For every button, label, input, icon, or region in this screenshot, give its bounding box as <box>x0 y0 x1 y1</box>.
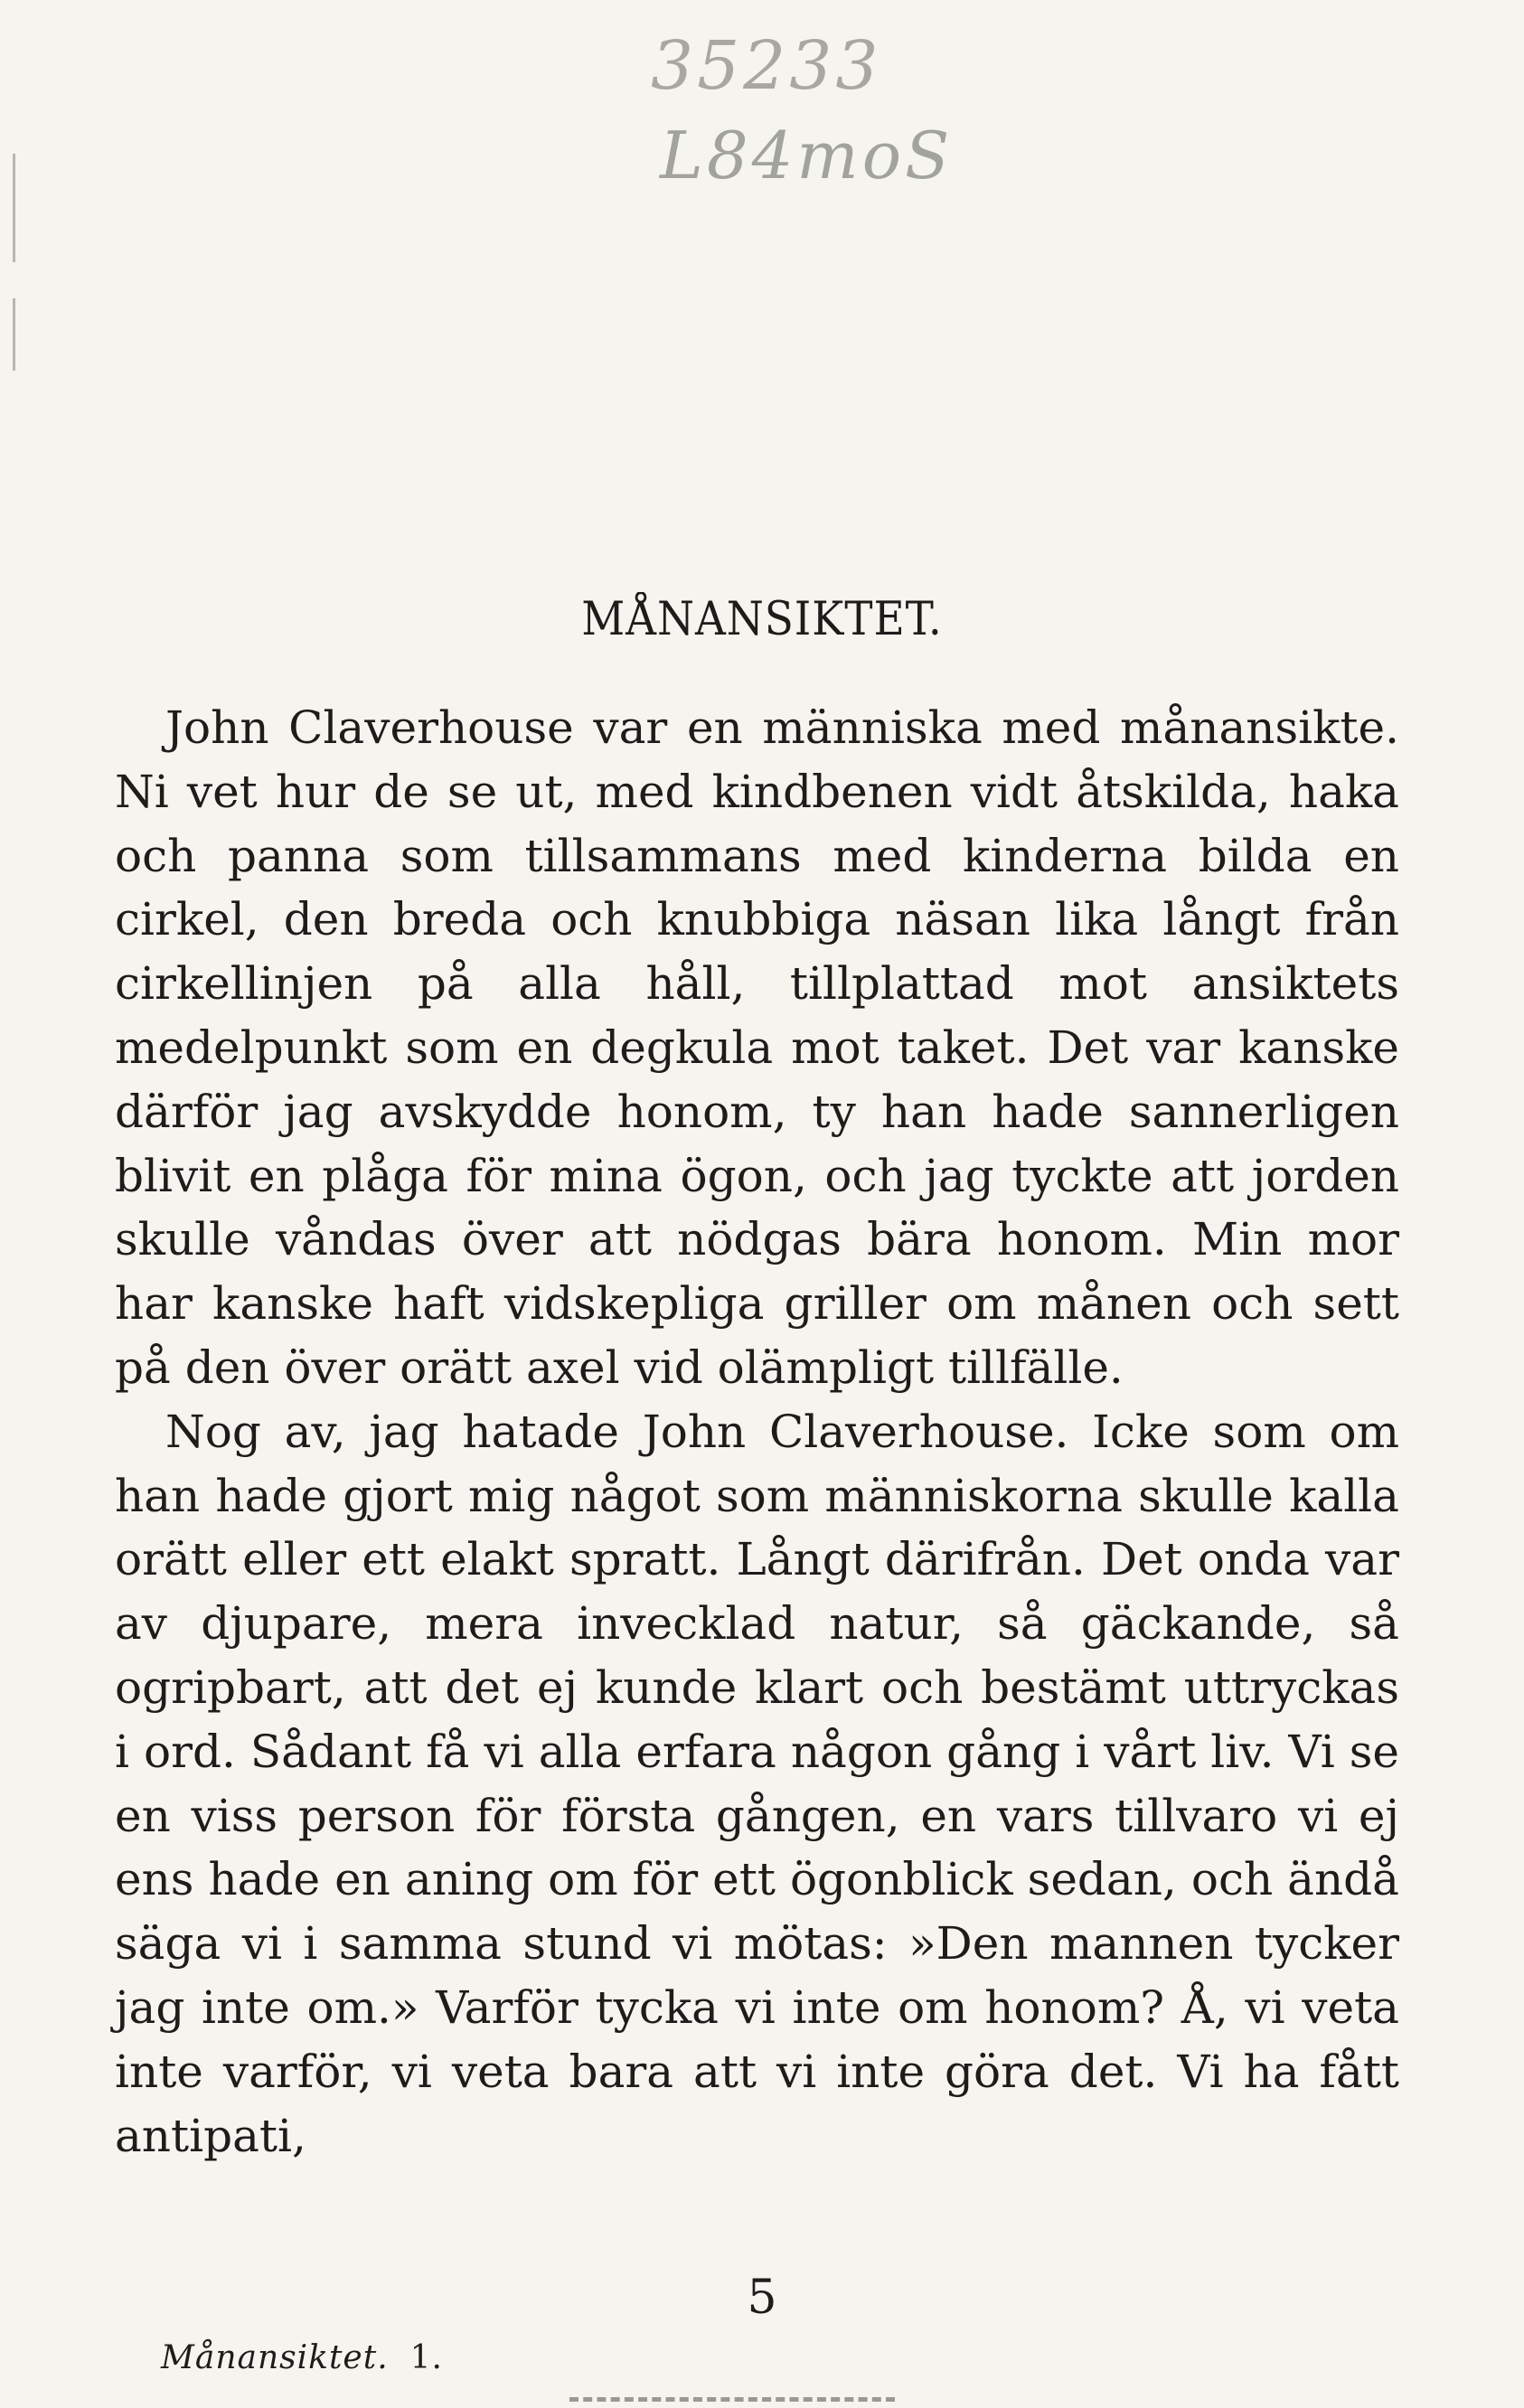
printer-signature <box>161 2339 443 2376</box>
paragraph-1: John Claverhouse var en människa med månansikte. Ni vet hur de se ut, med kindbenen vidt åtskilda, haka och panna som tillsammans med kinderna bilda en cirkel, den breda och knubbiga näsan lika långt från cirkellinjen på alla håll, tillplattad mot ansiktets medelpunkt som en degkula mot taket. Det var kanske därför jag avskydde honom, ty han hade sannerligen blivit en plåga för mina ögon, och jag tyckte att jorden skulle våndas över att nödgas bära honom. Min mor har kanske haft vidskepliga griller om månen och sett på den över orätt axel vid olämpligt tillfälle. <box>115 701 1399 1394</box>
paragraph-2: Nog av, jag hatade John Claverhouse. Icke som om han hade gjort mig något som människorna skulle kalla orätt eller ett elakt spratt. Långt därifrån. Det onda var av djupare, mera invecklad natur, så gäckande, så ogripbart, att det ej kunde klart och bestämt uttryckas i ord. Sådant få vi alla erfara någon gång i vårt liv. Vi se en viss person för första gången, en vars tillvaro vi ej ens hade en aning om för ett ögonblick sedan, och ändå säga vi i samma stund vi mötas: »Den mannen tycker jag inte om.» Varför tycka vi inte om honom? Å, vi veta inte varför, vi veta bara att vi inte göra det. Vi ha fått antipati, <box>115 1405 1399 2162</box>
signature-title: Månansiktet. <box>161 2339 389 2376</box>
signature-number: 1. <box>409 2339 444 2376</box>
page-number: 5 <box>747 2271 777 2325</box>
handwritten-shelf-mark: L84moS <box>660 118 954 193</box>
bottom-stamp-rule <box>569 2397 895 2407</box>
handwritten-call-number: 35233 <box>651 27 882 105</box>
body-text <box>115 696 1399 2168</box>
margin-pencil-mark <box>13 298 15 371</box>
chapter-title: MÅNANSIKTET. <box>581 593 943 647</box>
margin-pencil-mark <box>13 154 15 262</box>
